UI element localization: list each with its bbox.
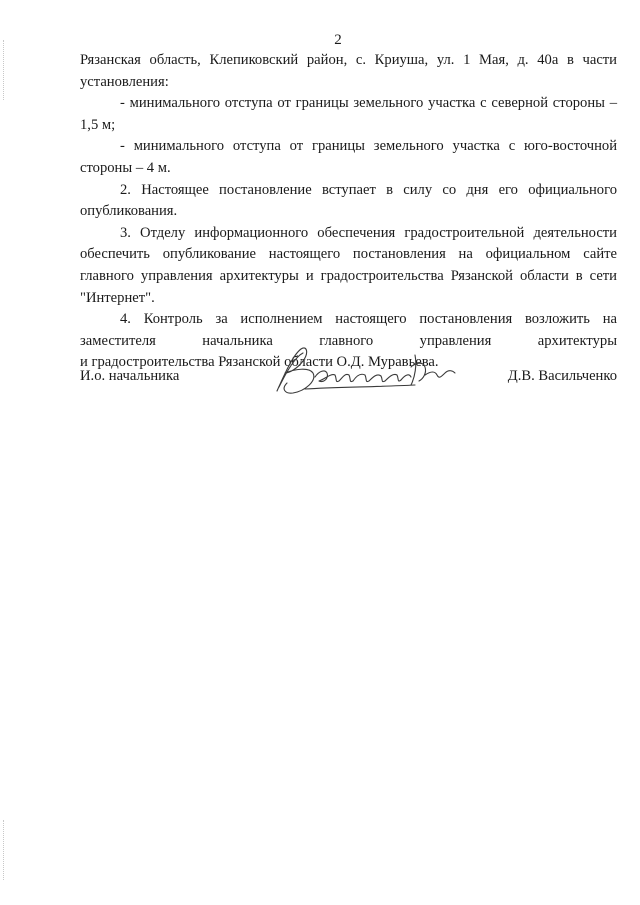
paragraph-item-2: 2. Настоящее постановление вступает в силу со дня его официального опубликования.	[80, 181, 617, 220]
page-number: 2	[334, 32, 342, 48]
scan-edge-mark-bottom	[3, 820, 6, 880]
paragraph-north-setback: - минимального отступа от границы земельного участка с северной стороны – 1,5 м;	[80, 95, 617, 133]
signatory-name: Д.В. Васильченко	[507, 368, 617, 384]
paragraph-item-4-continued: и градостроительства Рязанской области О.Д. Муравьева.	[80, 354, 439, 371]
paragraph-item-4: 4. Контроль за исполнением настоящего постановления возложить на заместителя начальника главного управления архитектуры	[80, 311, 617, 349]
document-body	[80, 50, 617, 374]
paragraph-southeast-setback: - минимального отступа от границы земельного участка с юго-восточной стороны – 4 м.	[80, 138, 617, 176]
handwritten-signature	[265, 343, 465, 403]
paragraph-item-3: 3. Отделу информационного обеспечения градостроительной деятельности обеспечить опубликование настоящего постановления на официальном сайте главного управления архитектуры и градостроительства Рязанской области в сети "Интернет".	[80, 224, 617, 306]
paragraph-address: Рязанская область, Клепиковский район, с. Криуша, ул. 1 Мая, д. 40а в части установления:	[80, 52, 617, 90]
signature-block	[80, 368, 617, 398]
signatory-title: И.о. начальника	[80, 368, 180, 384]
scan-edge-mark-top	[3, 40, 6, 100]
